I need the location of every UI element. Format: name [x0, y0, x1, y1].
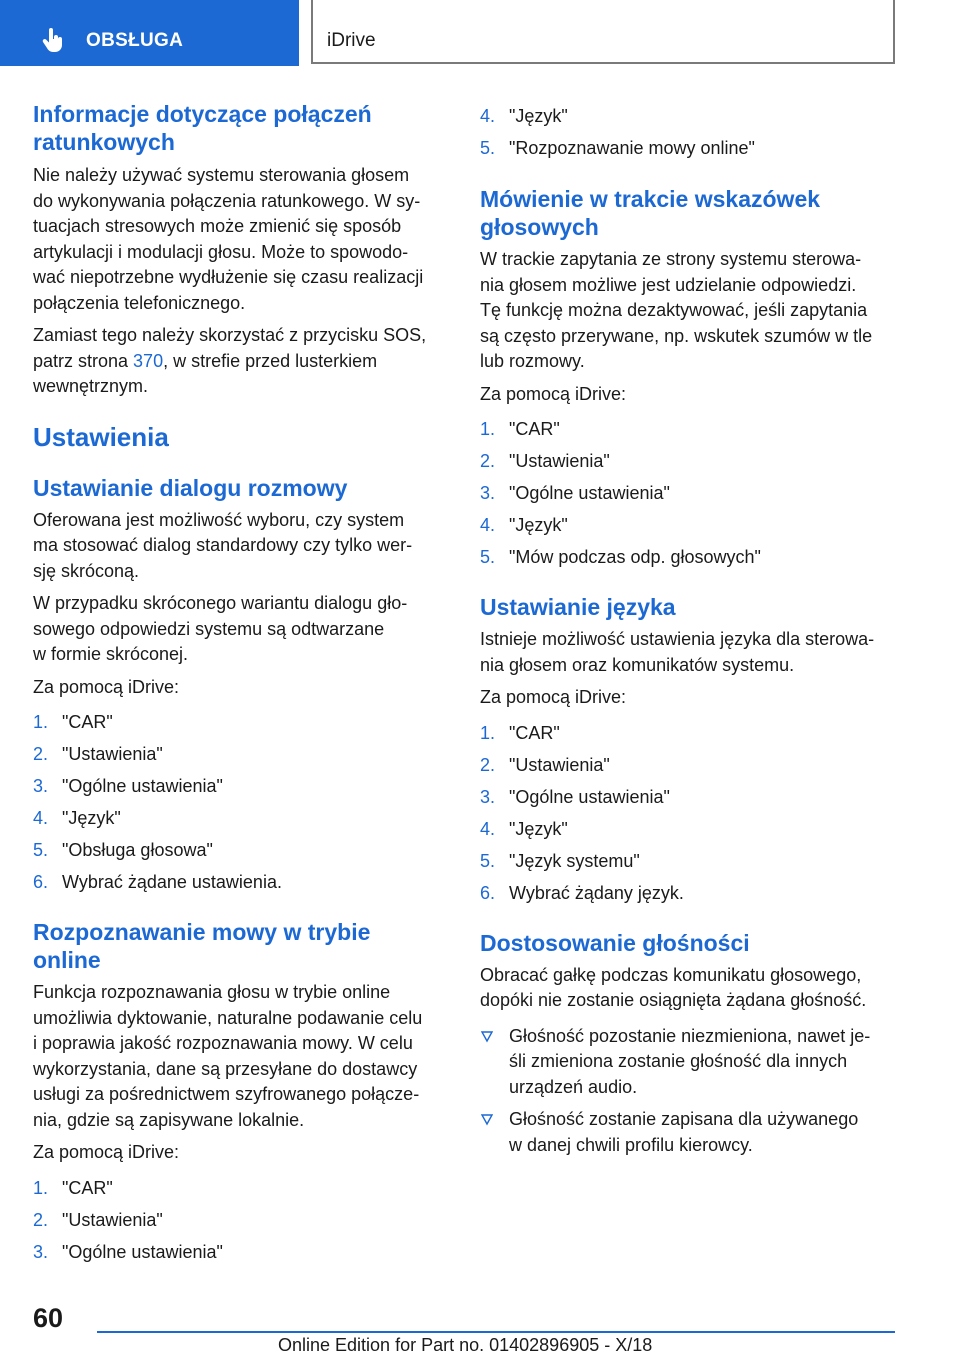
- section-label: OBSŁUGA: [86, 30, 184, 51]
- footer-rule: [97, 1331, 895, 1333]
- heading-emergency-calls: Informacje dotyczące połączeń ratunkowych: [33, 101, 372, 155]
- list-item: 4. "Język": [33, 808, 121, 828]
- list-item: 5. "Język systemu": [480, 850, 640, 871]
- idrive-intro: Za pomocą iDrive:: [33, 676, 180, 697]
- list-item: Głośność zostanie zapisana dla używanego w danej chwili profilu kierowcy.: [480, 1107, 895, 1158]
- page-number: 60: [33, 1303, 64, 1333]
- list-item: 2. "Ustawienia": [33, 744, 163, 764]
- heading-language: Ustawianie języka: [480, 594, 676, 620]
- triangle-bullet-icon: [481, 1031, 493, 1043]
- paragraph: Obracać gałkę podczas komunikatu głosowego, dopóki nie zostanie osiągnięta żądana głośność.: [480, 964, 867, 1010]
- idrive-intro: Za pomocą iDrive:: [480, 383, 627, 404]
- heading-dialog: Ustawianie dialogu rozmowy: [33, 474, 348, 501]
- heading-volume: Dostosowanie głośności: [480, 929, 750, 956]
- list-item: 6. Wybrać żądany język.: [480, 882, 684, 903]
- paragraph: W przypadku skróconego wariantu dialogu gło‐ sowego odpowiedzi systemu są odtwarzane w formie skróconej.: [33, 593, 408, 664]
- chapter-label: iDrive: [327, 30, 376, 51]
- list-item: 4. "Język": [480, 818, 568, 839]
- list-item: 1. "CAR": [480, 419, 560, 439]
- paragraph: Nie należy używać systemu sterowania głosem do wykonywania połączenia ratunkowego. W sy‐ tuacjach stresowych może zmienić się sposób artykulacji i modulacji głosu. Może to spowodo‐ wać niepotrzebne wydłużenie się czasu realizacji połączenia telefonicznego.: [33, 165, 424, 313]
- left-column: [33, 100, 445, 1268]
- page-reference-link[interactable]: 370: [133, 350, 164, 371]
- list-item: 2. "Ustawienia": [480, 451, 610, 471]
- list-item: 4. "Język": [480, 515, 568, 535]
- heading-barge-in: Mówienie w trakcie wskazówek głosowych: [480, 186, 821, 240]
- paragraph: W trackie zapytania ze strony systemu sterowa‐ nia głosem możliwe jest udzielanie odpowiedzi. Tę funkcję można dezaktywować, jeśli zapytania są często przerywane, np. wskutek szumów w tle lub rozmowy.: [480, 249, 873, 371]
- list-item: 3. "Ogólne ustawienia": [33, 776, 223, 796]
- idrive-intro: Za pomocą iDrive:: [480, 687, 627, 707]
- steps-list: [33, 1172, 445, 1268]
- list-item: 1. "CAR": [33, 712, 113, 732]
- triangle-bullet-icon: [481, 1114, 493, 1126]
- hand-pointer-icon: [40, 27, 66, 53]
- list-item: 2. "Ustawienia": [33, 1209, 163, 1230]
- list-item: Głośność pozostanie niezmieniona, nawet je‐ śli zmieniona zostanie głośność dla innych urządzeń audio.: [480, 1024, 895, 1101]
- heading-online-recognition: Rozpoznawanie mowy w trybie online: [33, 919, 371, 973]
- list-item: 3. "Ogólne ustawienia": [480, 483, 670, 503]
- section-tab: [0, 0, 299, 66]
- list-item: 3. "Ogólne ustawienia": [33, 1241, 223, 1262]
- steps-list: [480, 413, 895, 573]
- list-item: 5. "Mów podczas odp. głosowych": [480, 547, 761, 567]
- paragraph: Oferowana jest możliwość wyboru, czy system ma stosować dialog standardowy czy tylko wer‐ sję skróconą.: [33, 509, 413, 581]
- paragraph: Funkcja rozpoznawania głosu w trybie online umożliwia dyktowanie, naturalne podawanie celu i poprawia jakość rozpoznawania mowy. W celu wykorzystania, dane są przesyłane do dostawcy usługi za pośrednictwem szyfrowanego połącze‐ nia, gdzie są zapisywane lokalnie.: [33, 982, 423, 1130]
- steps-list: [33, 706, 445, 898]
- list-item: 1. "CAR": [33, 1177, 113, 1198]
- steps-list: [480, 717, 895, 909]
- idrive-intro: Za pomocą iDrive:: [33, 1142, 180, 1162]
- list-item: 3. "Ogólne ustawienia": [480, 786, 670, 807]
- list-item: 4. "Język": [480, 106, 568, 126]
- steps-list: [480, 100, 895, 164]
- bullet-list: [480, 1024, 895, 1159]
- footer-edition: Online Edition for Part no. 01402896905 - X/18: [278, 1335, 653, 1355]
- right-column: [480, 100, 895, 1158]
- paragraph: Istnieje możliwość ustawienia języka dla sterowa‐ nia głosem oraz komunikatów systemu.: [480, 629, 875, 675]
- list-item: 5. "Rozpoznawanie mowy online": [480, 138, 755, 158]
- heading-settings: Ustawienia: [33, 421, 169, 452]
- list-item: 1. "CAR": [480, 722, 560, 743]
- list-item: 2. "Ustawienia": [480, 754, 610, 775]
- list-item: 5. "Obsługa głosowa": [33, 840, 213, 860]
- paragraph: Zamiast tego należy skorzystać z przycisku SOS, patrz strona 370, w strefie przed lusterkiem wewnętrznym.: [33, 325, 427, 396]
- list-item: 6. Wybrać żądane ustawienia.: [33, 872, 282, 892]
- chapter-box: [311, 0, 895, 64]
